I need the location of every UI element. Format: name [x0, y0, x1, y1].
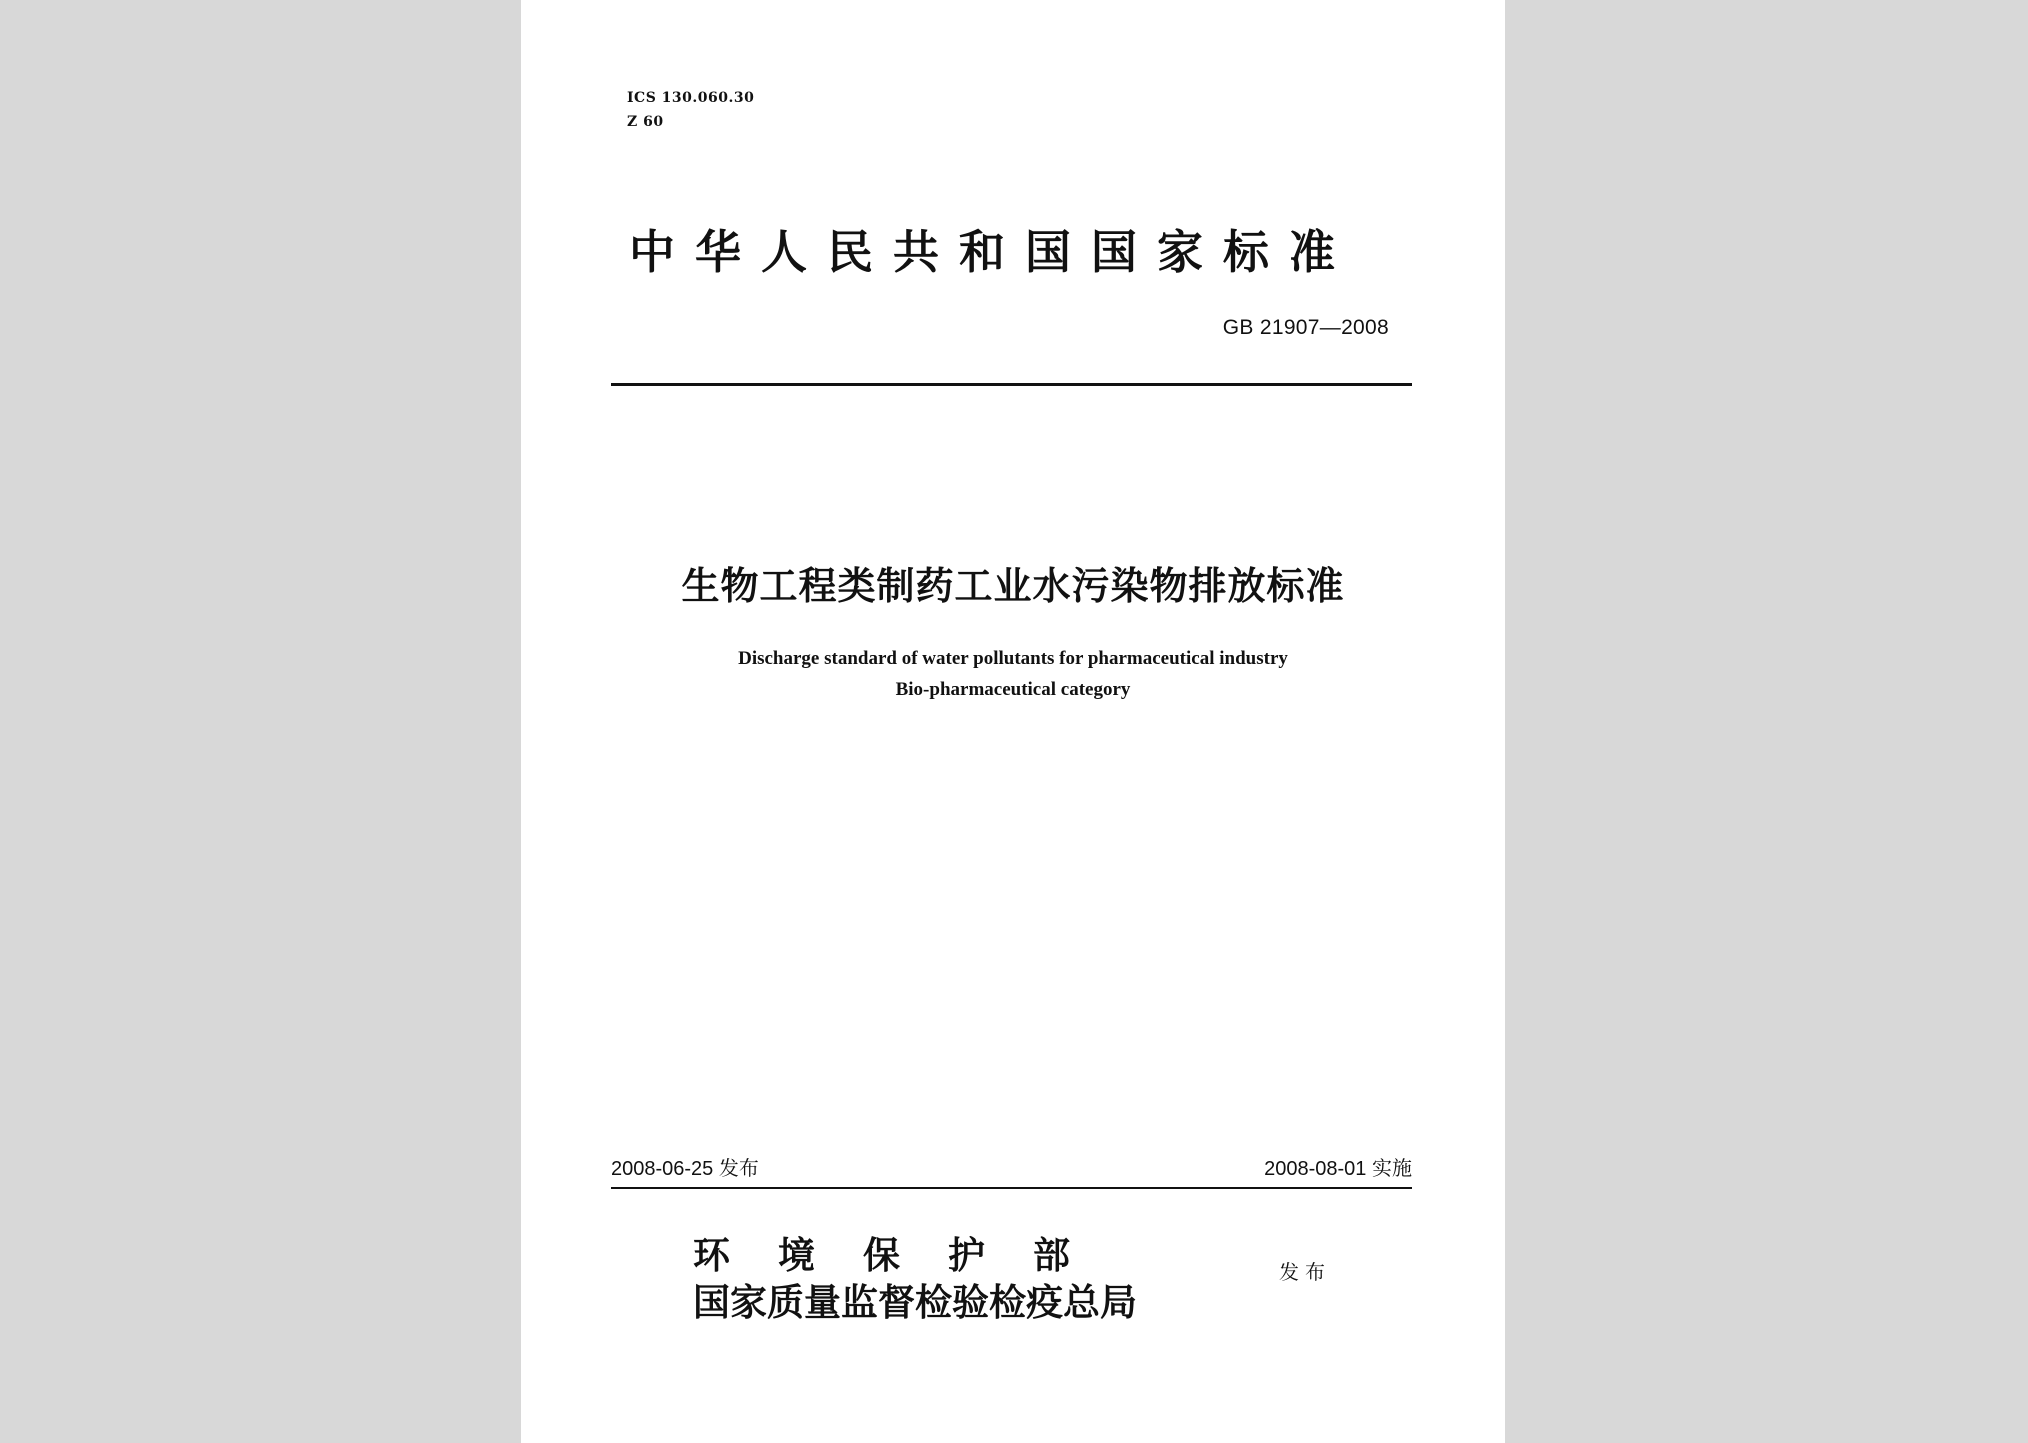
- standard-title-zh: 生物工程类制药工业水污染物排放标准: [681, 564, 1345, 608]
- issuer-ministry: 环境保护部: [693, 1233, 1118, 1277]
- document-page: [521, 0, 1505, 1443]
- ics-block: [627, 86, 754, 134]
- standard-title-en-line1: Discharge standard of water pollutants for pharmaceutical industry: [738, 648, 1288, 669]
- issuer-aqsiq: 国家质量监督检验检疫总局: [693, 1280, 1137, 1324]
- issued-label: 发布: [1279, 1260, 1331, 1284]
- classification-code: Z 60: [627, 114, 664, 130]
- standard-title-en-line2: Bio-pharmaceutical category: [895, 679, 1131, 700]
- implement-date: 2008-08-01 实施: [1264, 1158, 1412, 1180]
- ics-code: ICS 130.060.30: [627, 90, 755, 106]
- issue-date: 2008-06-25 发布: [611, 1158, 759, 1180]
- standard-number: GB 21907—2008: [1222, 316, 1389, 339]
- top-divider: [611, 383, 1412, 386]
- bottom-divider: [611, 1187, 1412, 1189]
- national-standard-title: 中华人民共和国国家标准: [629, 225, 1355, 279]
